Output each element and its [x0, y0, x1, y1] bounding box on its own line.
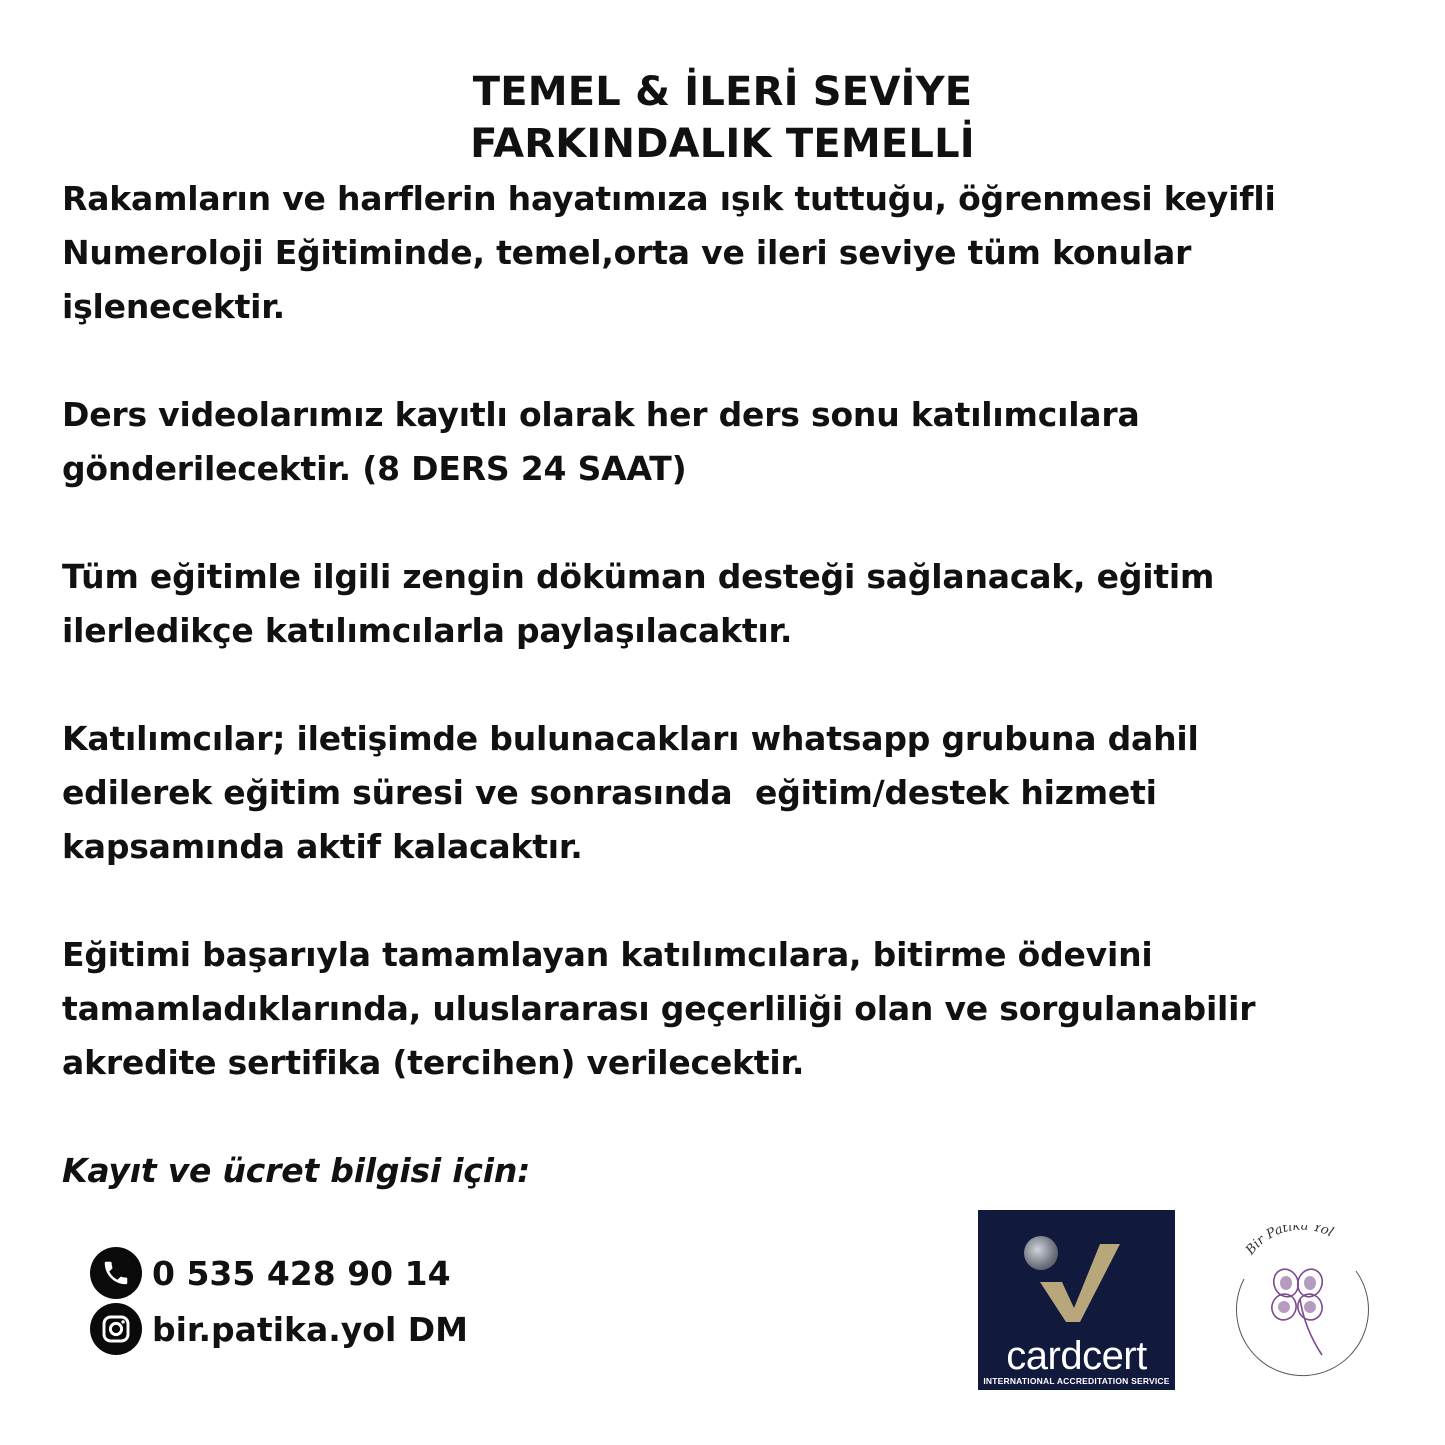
paragraph-intro	[62, 172, 1392, 334]
text-line: Ders videolarımız kayıtlı olarak her ders sonu katılımcılara	[62, 395, 1140, 434]
paragraph-videos	[62, 388, 1392, 496]
cardcert-logo	[978, 1210, 1175, 1390]
text-line: Eğitimi başarıyla tamamlayan katılımcılara, bitirme ödevini	[62, 935, 1153, 974]
phone-number[interactable]: 0 535 428 90 14	[152, 1253, 451, 1293]
instagram-row[interactable]	[90, 1301, 468, 1357]
paragraph-documents	[62, 550, 1392, 658]
text-line: akredite sertifika (tercihen) verilecektir.	[62, 1043, 805, 1082]
text-line: Katılımcılar; iletişimde bulunacakları whatsapp grubuna dahil	[62, 719, 1199, 758]
page-title	[0, 66, 1445, 170]
text-line: ilerledikçe katılımcılarla paylaşılacaktır.	[62, 611, 793, 650]
registration-cta: Kayıt ve ücret bilgisi için:	[62, 1151, 531, 1190]
instagram-icon	[90, 1303, 142, 1355]
phone-row[interactable]	[90, 1245, 468, 1301]
contact-block	[90, 1245, 468, 1357]
text-line: gönderilecektir. (8 DERS 24 SAAT)	[62, 449, 687, 488]
cardcert-wordmark: cardcert	[1006, 1334, 1147, 1378]
phone-icon	[90, 1247, 142, 1299]
instagram-handle[interactable]: bir.patika.yol DM	[152, 1309, 468, 1349]
text-line: edilerek eğitim süresi ve sonrasında eğitim/destek hizmeti	[62, 773, 1157, 812]
paragraph-whatsapp	[62, 712, 1392, 874]
title-line-2: FARKINDALIK TEMELLİ	[470, 121, 975, 167]
text-line: Numeroloji Eğitiminde, temel,orta ve ileri seviye tüm konular	[62, 233, 1192, 272]
text-line: Rakamların ve harflerin hayatımıza ışık tuttuğu, öğrenmesi keyifli	[62, 179, 1276, 218]
body-text	[62, 172, 1392, 1198]
cardcert-subtitle: INTERNATIONAL ACCREDITATION SERVICE	[983, 1376, 1170, 1386]
text-line: işlenecektir.	[62, 287, 286, 326]
title-line-1: TEMEL & İLERİ SEVİYE	[472, 69, 973, 115]
text-line: kapsamında aktif kalacaktır.	[62, 827, 583, 866]
text-line: tamamladıklarında, uluslararası geçerliliği olan ve sorgulanabilir	[62, 989, 1256, 1028]
svg-text:Bir Patika Yol: Bir Patika Yol	[1243, 1225, 1336, 1258]
bir-patika-yol-logo	[1222, 1225, 1377, 1380]
paragraph-certificate	[62, 928, 1392, 1090]
text-line: Tüm eğitimle ilgili zengin döküman desteği sağlanacak, eğitim	[62, 557, 1215, 596]
